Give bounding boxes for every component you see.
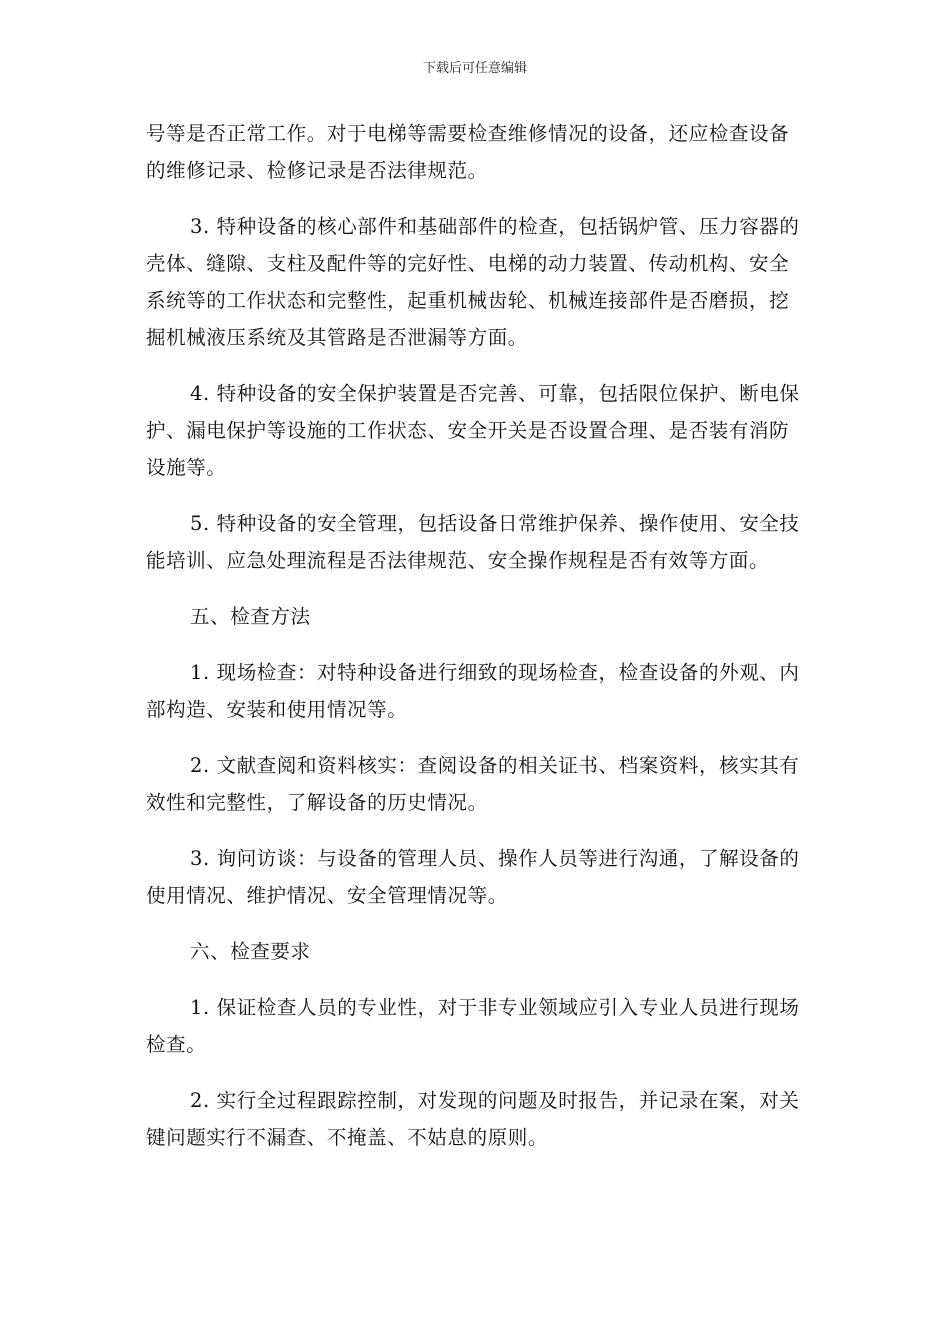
paragraph-item-4: 4. 特种设备的安全保护装置是否完善、可靠，包括限位保护、断电保护、漏电保护等设施的工作状态、安全开关是否设置合理、是否装有消防设施等。	[146, 382, 800, 479]
document-body	[146, 115, 806, 1175]
paragraph-requirement-2: 2. 实行全过程跟踪控制，对发现的问题及时报告，并记录在案，对关键问题实行不漏查、不掩盖、不姑息的原则。	[146, 1089, 800, 1149]
paragraph-method-2: 2. 文献查阅和资料核实：查阅设备的相关证书、档案资料，核实其有效性和完整性，了解设备的历史情况。	[146, 754, 800, 814]
page-header: 下载后可任意编辑	[422, 61, 527, 76]
section-heading-inspection-methods: 五、检查方法	[190, 605, 311, 628]
paragraph-item-3: 3. 特种设备的核心部件和基础部件的检查，包括锅炉管、压力容器的壳体、缝隙、支柱及配件等的完好性、电梯的动力装置、传动机构、安全系统等的工作状态和完整性，起重机械齿轮、机械连接部件是否磨损，挖掘机械液压系统及其管路是否泄漏等方面。	[146, 215, 800, 349]
paragraph-item-5: 5. 特种设备的安全管理，包括设备日常维护保养、操作使用、安全技能培训、应急处理流程是否法律规范、安全操作规程是否有效等方面。	[146, 512, 800, 572]
section-heading-inspection-requirements: 六、检查要求	[190, 940, 311, 963]
paragraph-continuation: 号等是否正常工作。对于电梯等需要检查维修情况的设备，还应检查设备的维修记录、检修记录是否法律规范。	[146, 122, 790, 182]
paragraph-requirement-1: 1. 保证检查人员的专业性，对于非专业领域应引入专业人员进行现场检查。	[146, 996, 800, 1056]
paragraph-method-3: 3. 询问访谈：与设备的管理人员、操作人员等进行沟通，了解设备的使用情况、维护情况、安全管理情况等。	[146, 847, 800, 907]
paragraph-method-1: 1. 现场检查：对特种设备进行细致的现场检查，检查设备的外观、内部构造、安装和使用情况等。	[146, 661, 800, 721]
